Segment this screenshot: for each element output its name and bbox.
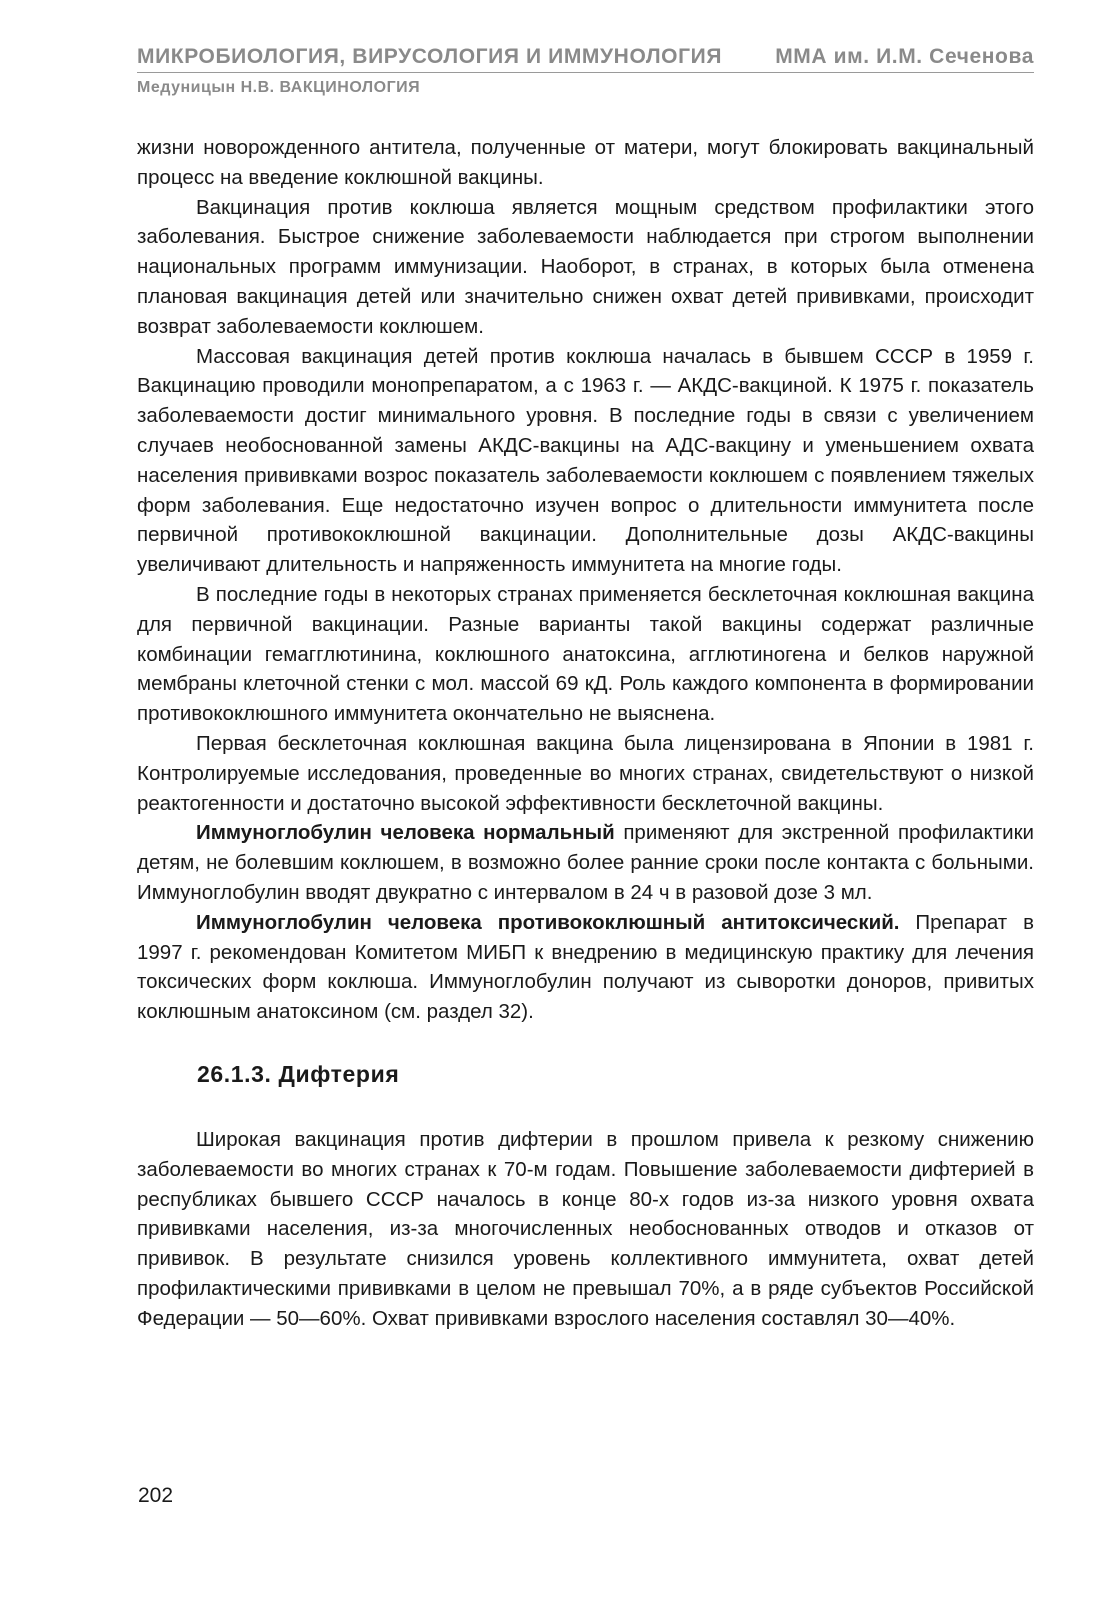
paragraph-text: применяют для экстренной профилактики детям, не болевшим коклюшем, в возможно более ранние сроки после контакта с больными. Иммуноглобулин вводят двукратно с интервалом в 24 ч в разовой дозе 3 мл. bbox=[137, 821, 1034, 904]
paragraph: Первая бесклеточная коклюшная вакцина была лицензирована в Японии в 1981 г. Контролируемые исследования, проведенные во многих странах, свидетельствуют о низкой реактогенности и достаточно высокой эффективности бесклеточной вакцины. bbox=[137, 731, 1034, 815]
running-header bbox=[137, 44, 1034, 97]
paragraph: Вакцинация против коклюша является мощным средством профилактики этого заболевания. Быстрое снижение заболеваемости наблюдается при строгом выполнении национальных программ иммунизации. Наоборот, в странах, в которых была отменена плановая вакцинация детей или значительно снижен охват детей прививками, происходит возврат заболеваемости коклюшем. bbox=[137, 195, 1034, 338]
header-subtitle: Медуницын Н.В. ВАКЦИНОЛОГИЯ bbox=[137, 79, 421, 96]
section-heading: 26.1.3. Дифтерия bbox=[197, 1060, 400, 1087]
term-bold: Иммуноглобулин человека нормальный bbox=[196, 821, 615, 845]
header-title-row bbox=[137, 44, 1034, 73]
header-institution: ММА им. И.М. Сеченова bbox=[775, 45, 1034, 68]
header-book-title: МИКРОБИОЛОГИЯ, ВИРУСОЛОГИЯ И ИММУНОЛОГИЯ bbox=[137, 45, 723, 68]
paragraph-text: Препарат в 1997 г. рекомендован Комитетом МИБП к внедрению в медицинскую практику для лечения токсических форм коклюша. Иммуноглобулин получают из сыворотки доноров, привитых коклюшным анатоксином (см. раздел 32). bbox=[137, 910, 1034, 1024]
paragraph: Широкая вакцинация против дифтерии в прошлом привела к резкому снижению заболеваемости во многих странах к 70-м годам. Повышение заболеваемости дифтерией в республиках бывшего СССР началось в конце 80-х годов из-за низкого уровня охвата прививками населения, из-за многочисленных необоснованных отводов и отказов от прививок. В результате снизился уровень коллективного иммунитета, охват детей профилактическими прививками в целом не превышал 70%, а в ряде субъектов Российской Федерации — 50—60%. Охват прививками взрослого населения составлял 30—40%. bbox=[137, 1127, 1034, 1330]
paragraph: Массовая вакцинация детей против коклюша началась в бывшем СССР в 1959 г. Вакцинацию проводили монопрепаратом, а с 1963 г. — АКДС-вакциной. К 1975 г. показатель заболеваемости достиг минимального уровня. В последние годы в связи с увеличением случаев необоснованной замены АКДС-вакцины на АДС-вакцину и уменьшением охвата населения прививками возрос показатель заболеваемости коклюшем с появлением тяжелых форм заболевания. Еще недостаточно изучен вопрос о длительности иммунитета после первичной противококлюшной вакцинации. Дополнительные дозы АКДС-вакцины увеличивают длительность и напряженность иммунитета на многие годы. bbox=[137, 344, 1034, 577]
paragraph bbox=[137, 818, 1034, 907]
paragraph: жизни новорожденного антитела, полученные от матери, могут блокировать вакцинальный процесс на введение коклюшной вакцины. bbox=[137, 136, 1034, 189]
page-body bbox=[137, 133, 1034, 1333]
paragraph: В последние годы в некоторых странах применяется бесклеточная коклюшная вакцина для первичной вакцинации. Разные варианты такой вакцины содержат различные комбинации гемагглютинина, коклюшного анатоксина, агглютиногена и белков наружной мембраны клеточной стенки с мол. массой 69 кД. Роль каждого компонента в формировании противококлюшного иммунитета окончательно не выяснена. bbox=[137, 582, 1034, 726]
term-bold: Иммуноглобулин человека противококлюшный антитоксический. bbox=[196, 910, 900, 934]
paragraph bbox=[137, 908, 1034, 1027]
page-number: 202 bbox=[138, 1484, 174, 1507]
